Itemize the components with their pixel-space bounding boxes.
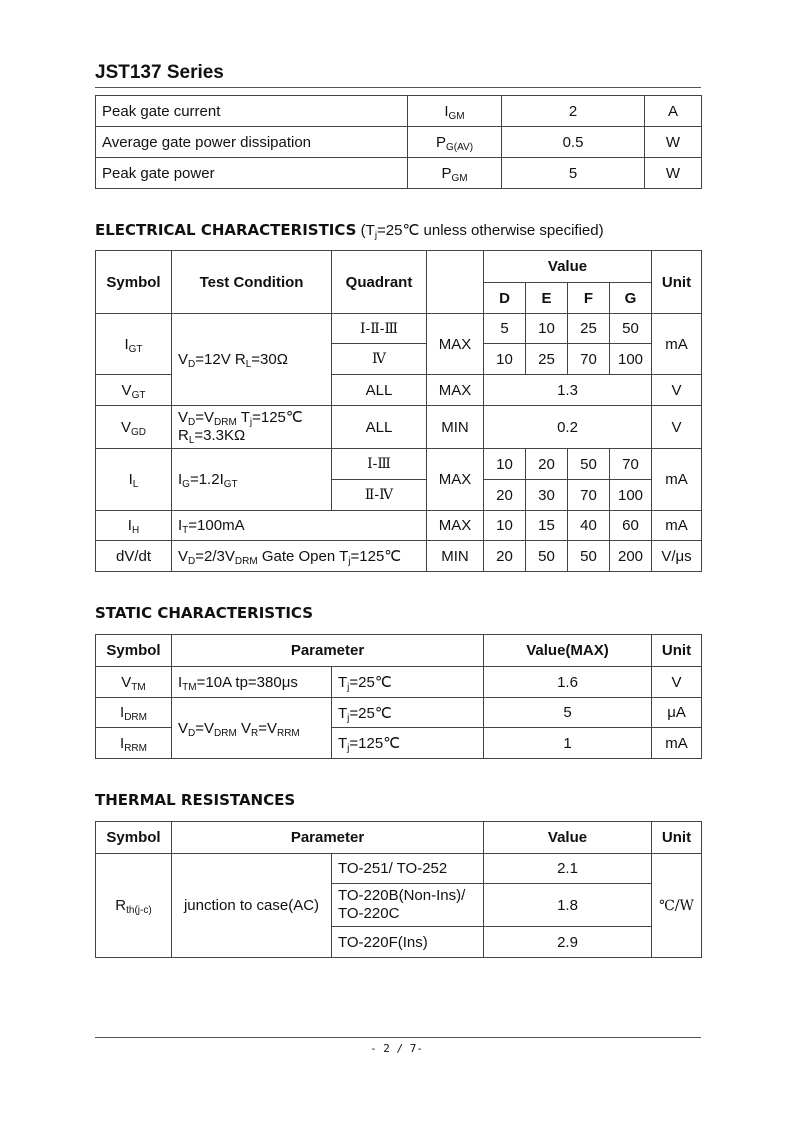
unit-cell: V [652,375,702,406]
symbol-cell: $I_{GT}$ [96,314,172,375]
electrical-characteristics-table [95,250,702,572]
table-row [96,158,702,189]
unit-cell: μA [652,698,702,728]
col-unit: Unit [652,635,702,667]
package-cell: TO-220B(Non-Ins)/ TO-220C [332,884,484,927]
value-cell: 50 [568,541,610,572]
unit-cell: W [645,127,702,158]
condition-cell: $V_D=V_{DRM}$ $T_j=125℃$ $R_L=3.3K\Omega$ [172,406,332,449]
value-cell: 10 [484,344,526,375]
limit-cell: MIN [427,541,484,572]
limit-cell: MAX [427,314,484,375]
symbol-cell: $V_{GD}$ [96,406,172,449]
temp-cell: $T_j=25℃$ [332,698,484,728]
condition-cell: $V_D=12V$ $R_L=30\Omega$ [172,314,332,406]
header-row [96,251,702,283]
symbol-cell: $I_{RRM}$ [96,728,172,759]
value-cell: 50 [610,314,652,344]
limit-cell: MAX [427,449,484,511]
table-row [96,314,702,344]
unit-cell: V [652,406,702,449]
col-value: Value [484,251,652,283]
value-cell: 1.3 [484,375,652,406]
unit-cell: mA [652,314,702,375]
value-cell: 25 [568,314,610,344]
gate-ratings-table [95,95,702,189]
value-cell: 10 [526,314,568,344]
quadrant-cell: ALL [332,375,427,406]
col-parameter: Parameter [172,635,484,667]
value-cell: 25 [526,344,568,375]
value-cell: 5 [502,158,645,189]
value-cell: 1 [484,728,652,759]
col-unit: Unit [652,822,702,854]
temp-cell: $T_j=125℃$ [332,728,484,759]
quadrant-cell: Ⅱ-Ⅳ [332,480,427,511]
header-row [96,635,702,667]
temp-cell: $T_j=25℃$ [332,667,484,698]
value-cell: 15 [526,511,568,541]
unit-cell: V [652,667,702,698]
unit-cell: V/μs [652,541,702,572]
grade-f: F [568,283,610,314]
thermal-heading: THERMAL RESISTANCES [95,791,296,809]
col-parameter: Parameter [172,822,484,854]
condition-cell: $I_T=100mA$ [172,511,427,541]
quadrant-cell: ALL [332,406,427,449]
value-cell: 2 [502,96,645,127]
value-cell: 50 [526,541,568,572]
limit-cell: MIN [427,406,484,449]
symbol-cell: $V_{TM}$ [96,667,172,698]
value-cell: 70 [568,344,610,375]
table-row [96,96,702,127]
thermal-resistances-table [95,821,702,958]
param-cell: Peak gate power [96,158,408,189]
col-value: Value(MAX) [484,635,652,667]
col-symbol: Symbol [96,251,172,314]
condition-cell: $V_D=V_{DRM}$ $V_R=V_{RRM}$ [172,698,332,759]
symbol-cell: $R_{th(j-c)}$ [96,854,172,958]
unit-cell: W [645,158,702,189]
grade-d: D [484,283,526,314]
page-title: JST137 Series [95,62,224,83]
limit-cell: MAX [427,511,484,541]
header-row [96,822,702,854]
col-symbol: Symbol [96,635,172,667]
value-cell: 0.2 [484,406,652,449]
table-row [96,406,702,449]
value-cell: 20 [484,480,526,511]
param-cell: Average gate power dissipation [96,127,408,158]
grade-g: G [610,283,652,314]
value-cell: 10 [484,449,526,480]
parameter-cell: junction to case(AC) [172,854,332,958]
unit-cell: mA [652,511,702,541]
static-characteristics-table [95,634,702,759]
symbol-cell: $I_{DRM}$ [96,698,172,728]
col-unit: Unit [652,251,702,314]
table-row [96,667,702,698]
static-heading: STATIC CHARACTERISTICS [95,604,314,622]
value-cell: 2.9 [484,927,652,958]
page-number: - 2 / 7- [370,1042,423,1055]
value-cell: 0.5 [502,127,645,158]
col-limit [427,251,484,314]
table-row [96,854,702,884]
unit-cell: mA [652,728,702,759]
value-cell: 60 [610,511,652,541]
symbol-cell: $P_{G(AV)}$ [408,127,502,158]
quadrant-cell: Ⅰ-Ⅲ [332,449,427,480]
limit-cell: MAX [427,375,484,406]
value-cell: 10 [484,511,526,541]
value-cell: 100 [610,344,652,375]
value-cell: 100 [610,480,652,511]
table-row [96,541,702,572]
col-value: Value [484,822,652,854]
value-cell: 1.8 [484,884,652,927]
value-cell: 70 [610,449,652,480]
symbol-cell: dV/dt [96,541,172,572]
footer-divider [95,1037,701,1038]
value-cell: 1.6 [484,667,652,698]
condition-cell: $I_{TM}=10A$ tp=380μs [172,667,332,698]
table-row [96,698,702,728]
symbol-cell: $I_L$ [96,449,172,511]
value-cell: 50 [568,449,610,480]
value-cell: 5 [484,314,526,344]
value-cell: 20 [484,541,526,572]
value-cell: 5 [484,698,652,728]
param-cell: Peak gate current [96,96,408,127]
table-row [96,127,702,158]
value-cell: 30 [526,480,568,511]
value-cell: 70 [568,480,610,511]
condition-cell: $V_D=2/3V_{DRM}$ Gate Open $T_j=125℃$ [172,541,427,572]
package-cell: TO-220F(Ins) [332,927,484,958]
table-row [96,511,702,541]
quadrant-cell: Ⅳ [332,344,427,375]
quadrant-cell: Ⅰ-Ⅱ-Ⅲ [332,314,427,344]
symbol-cell: $P_{GM}$ [408,158,502,189]
value-cell: 2.1 [484,854,652,884]
unit-cell: A [645,96,702,127]
grade-e: E [526,283,568,314]
value-cell: 200 [610,541,652,572]
value-cell: 40 [568,511,610,541]
col-symbol: Symbol [96,822,172,854]
electrical-heading: ELECTRICAL CHARACTERISTICS ($T_j=25℃$ unless otherwise specified) [95,221,604,241]
col-test-condition: Test Condition [172,251,332,314]
package-cell: TO-251/ TO-252 [332,854,484,884]
unit-cell: mA [652,449,702,511]
title-divider [95,87,701,88]
table-row [96,449,702,480]
symbol-cell: $V_{GT}$ [96,375,172,406]
value-cell: 20 [526,449,568,480]
symbol-cell: $I_{GM}$ [408,96,502,127]
condition-cell: $I_G=1.2I_{GT}$ [172,449,332,511]
symbol-cell: $I_H$ [96,511,172,541]
unit-cell: ℃/W [652,854,702,958]
col-quadrant: Quadrant [332,251,427,314]
